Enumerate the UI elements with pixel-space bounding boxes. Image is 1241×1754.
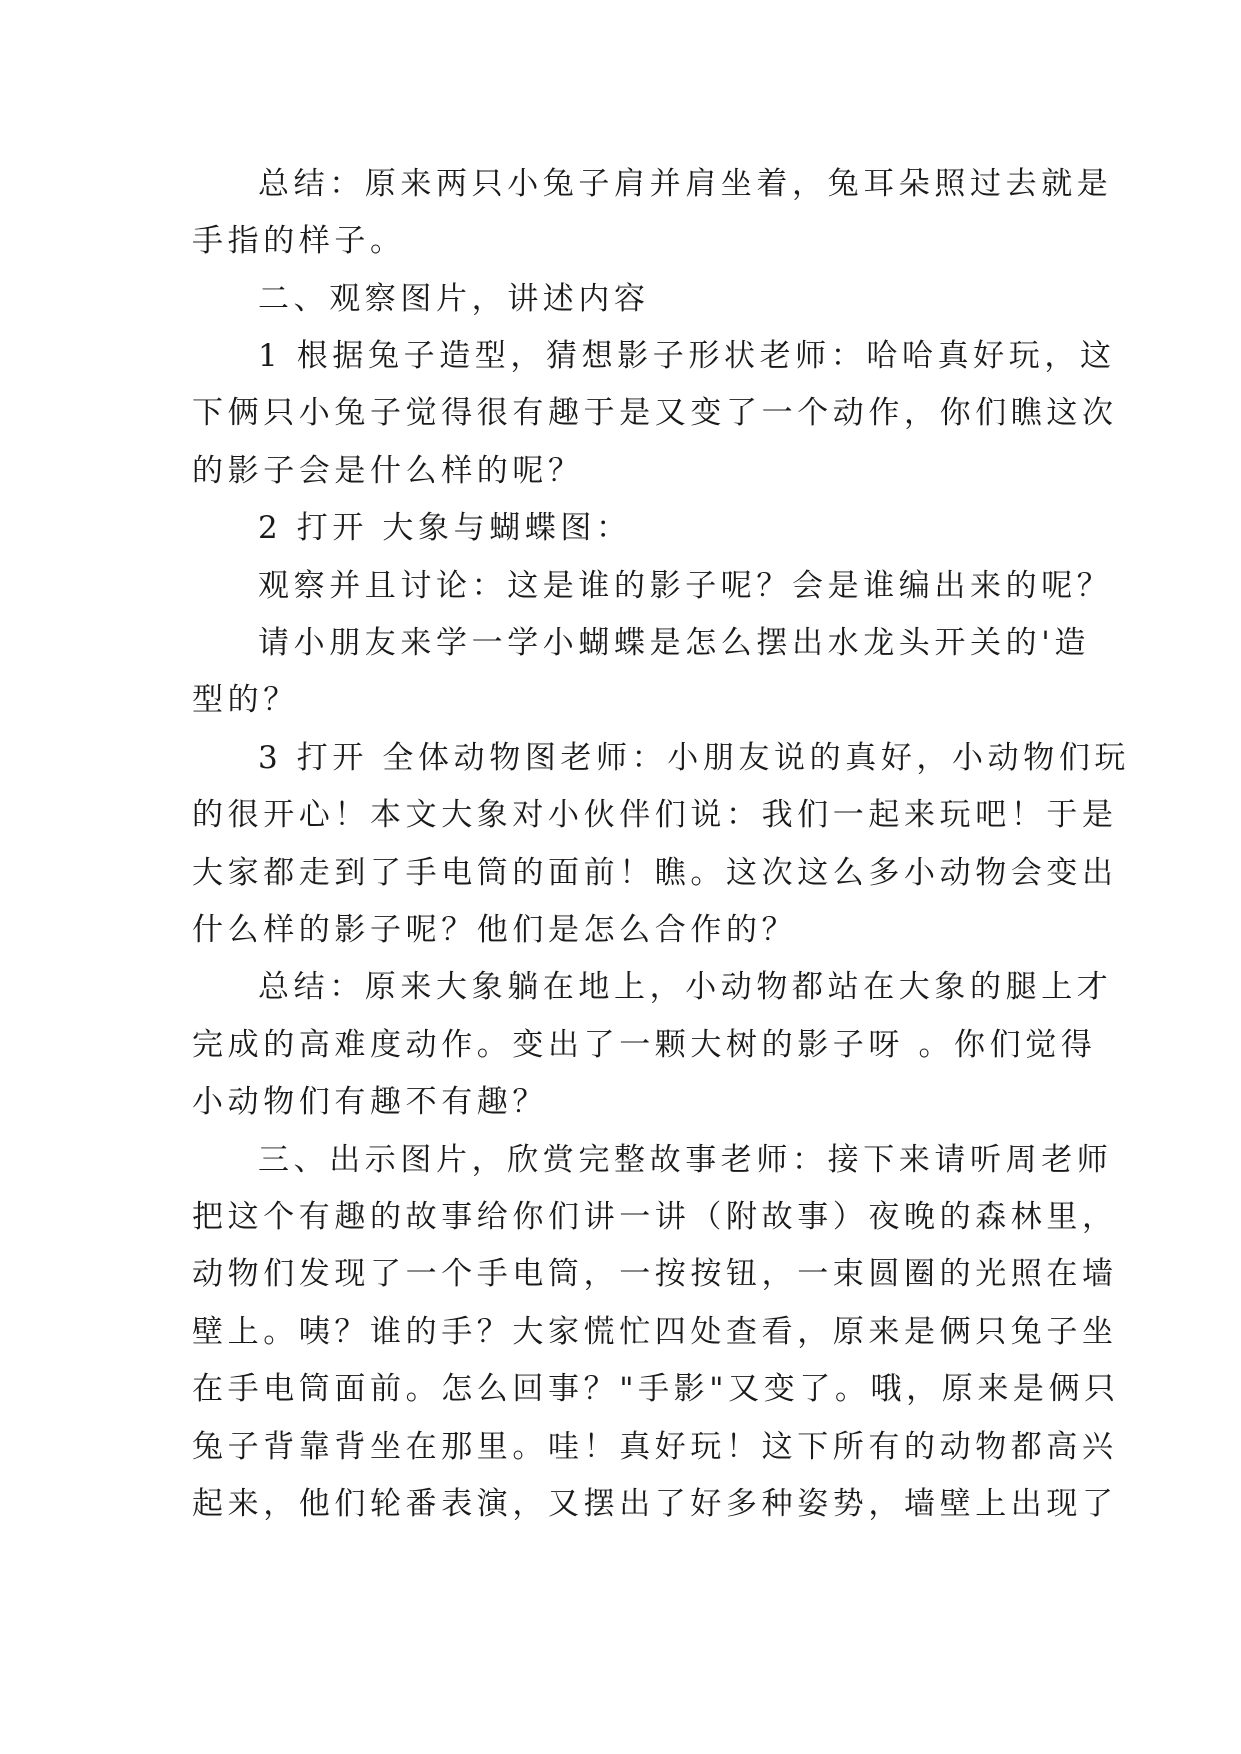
text-line: 小动物们有趣不有趣？ bbox=[192, 1084, 548, 1120]
text-line: 动物们发现了一个手电筒，一按按钮，一束圆圈的光照在墙 bbox=[192, 1256, 1118, 1292]
text-line: 下俩只小兔子觉得很有趣于是又变了一个动作，你们瞧这次 bbox=[192, 395, 1118, 431]
section-heading: 二、观察图片，讲述内容 bbox=[258, 281, 650, 317]
section-heading: 三、出示图片，欣赏完整故事老师：接下来请听周老师 bbox=[258, 1142, 1113, 1178]
text-line: 请小朋友来学一学小蝴蝶是怎么摆出水龙头开关的'造 bbox=[258, 625, 1090, 661]
text-line: 的影子会是什么样的呢？ bbox=[192, 453, 584, 489]
text-line: 兔子背靠背坐在那里。哇！真好玩！这下所有的动物都高兴 bbox=[192, 1429, 1118, 1465]
text-line: 完成的高难度动作。变出了一颗大树的影子呀 。你们觉得 bbox=[192, 1027, 1097, 1063]
text-line: 大家都走到了手电筒的面前！瞧。这次这么多小动物会变出 bbox=[192, 855, 1118, 891]
text-line: 什么样的影子呢？他们是怎么合作的？ bbox=[192, 912, 798, 948]
text-line: 总结：原来两只小兔子肩并肩坐着，兔耳朵照过去就是 bbox=[258, 166, 1113, 202]
text-line: 在手电筒面前。怎么回事？"手影"又变了。哦，原来是俩只 bbox=[192, 1371, 1120, 1407]
text-line: 手指的样子。 bbox=[192, 223, 406, 259]
text-line: 的很开心！本文大象对小伙伴们说：我们一起来玩吧！于是 bbox=[192, 797, 1118, 833]
text-line: 型的？ bbox=[192, 682, 299, 718]
text-line: 观察并且讨论：这是谁的影子呢？会是谁编出来的呢？ bbox=[258, 568, 1113, 604]
text-line: 1 根据兔子造型，猜想影子形状老师：哈哈真好玩，这 bbox=[258, 338, 1116, 374]
text-line: 起来，他们轮番表演，又摆出了好多种姿势，墙壁上出现了 bbox=[192, 1486, 1118, 1522]
text-line: 壁上。咦？谁的手？大家慌忙四处查看，原来是俩只兔子坐 bbox=[192, 1314, 1118, 1350]
text-line: 2 打开 大象与蝴蝶图： bbox=[258, 510, 632, 546]
text-line: 把这个有趣的故事给你们讲一讲（附故事）夜晚的森林里， bbox=[192, 1199, 1118, 1235]
text-line: 3 打开 全体动物图老师：小朋友说的真好，小动物们玩 bbox=[258, 740, 1131, 776]
text-line: 总结：原来大象躺在地上，小动物都站在大象的腿上才 bbox=[258, 969, 1113, 1005]
